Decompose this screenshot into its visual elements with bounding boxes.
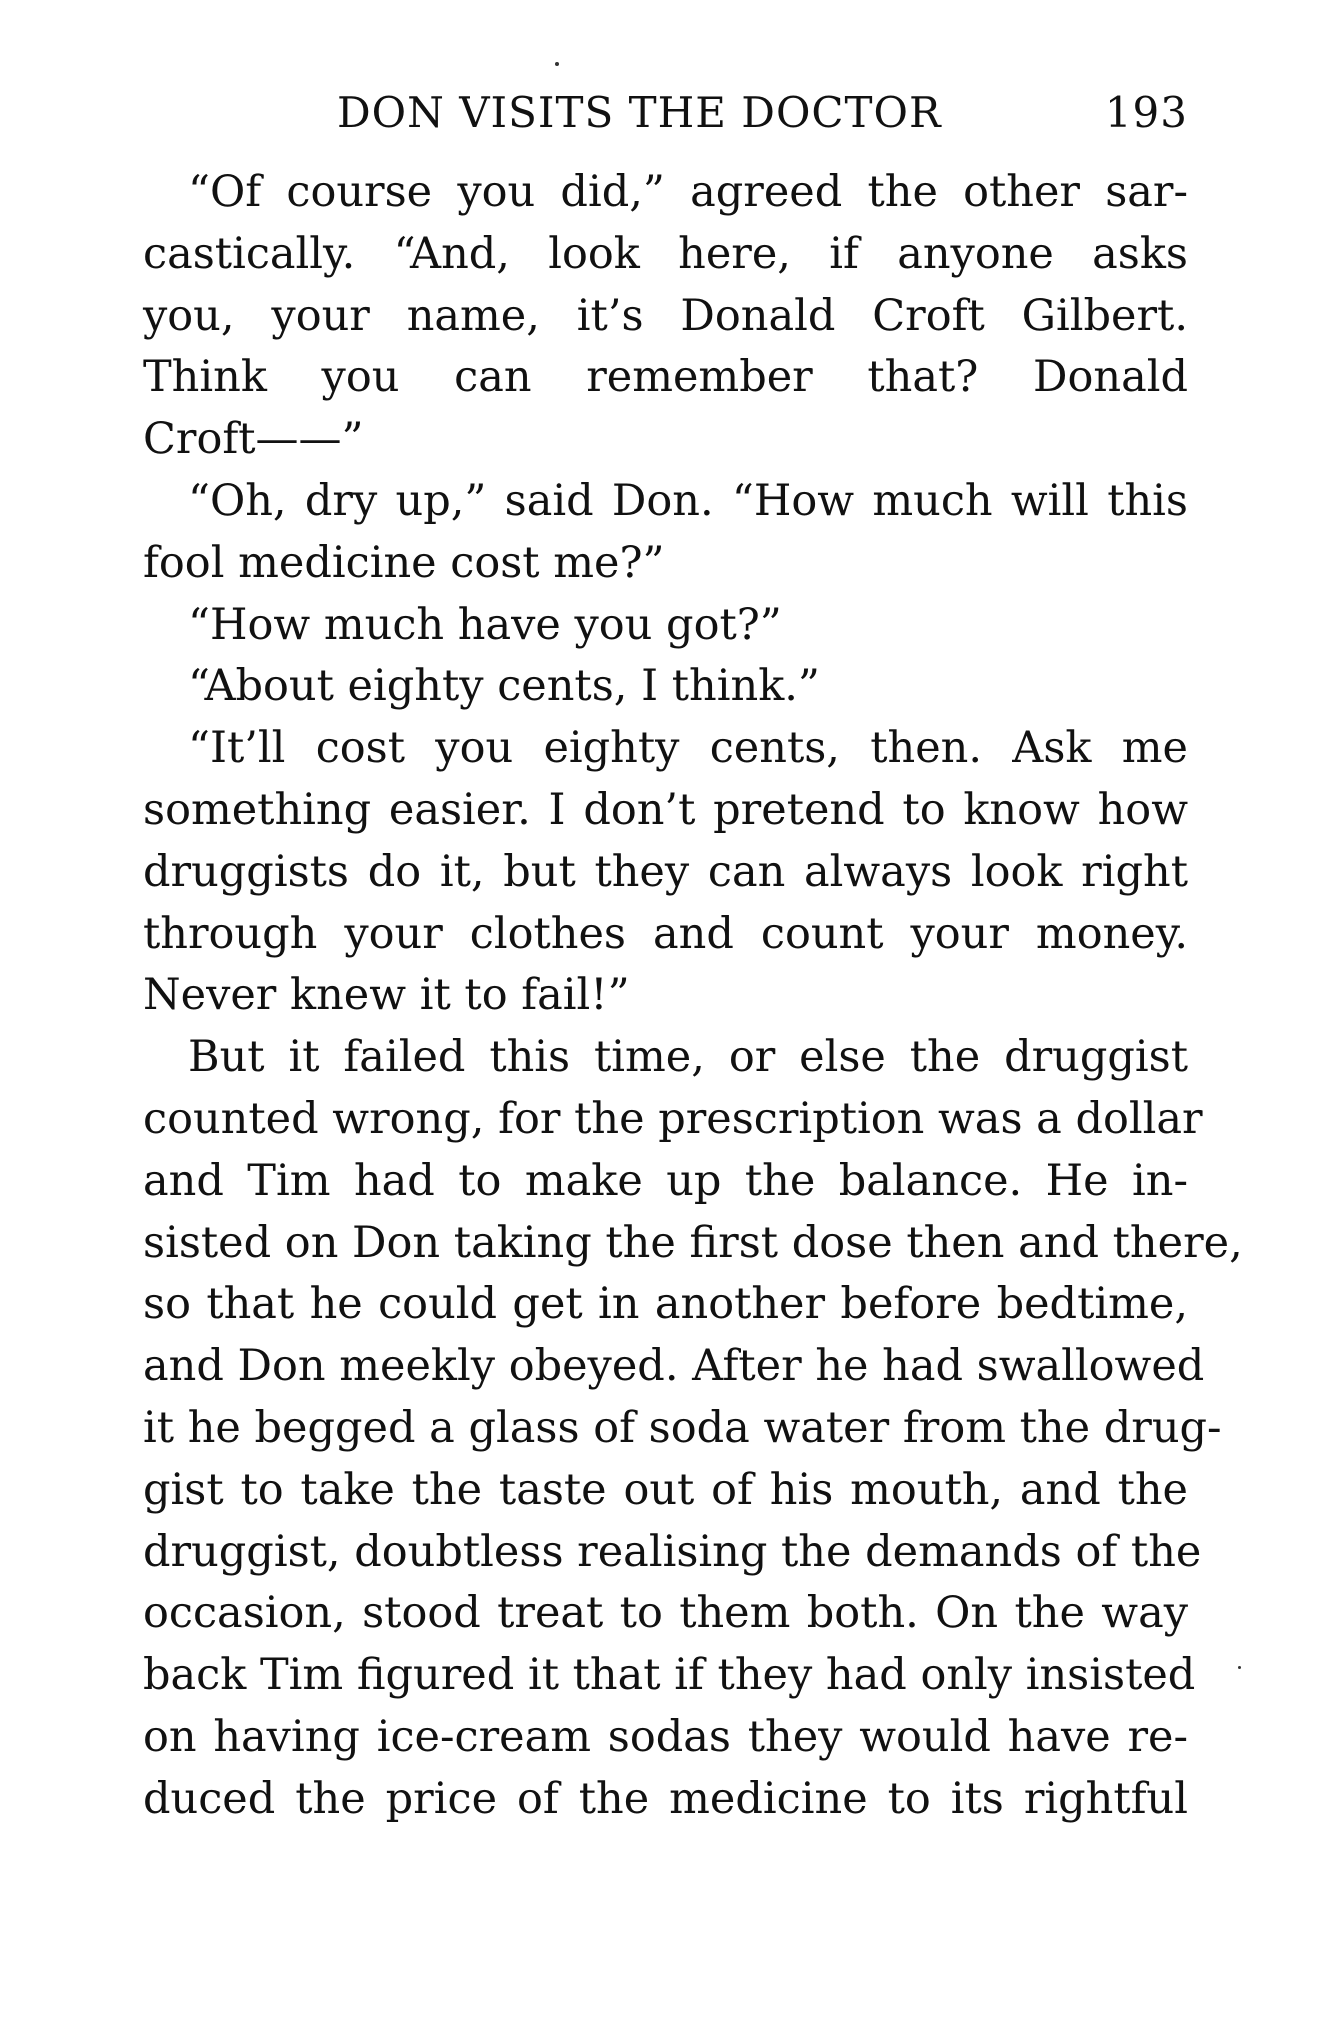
text-line: Never knew it to fail!” <box>143 970 630 1021</box>
book-page <box>143 88 1243 1831</box>
running-header <box>143 88 1188 148</box>
text-line: “It’ll cost you eighty cents, then. Ask me <box>188 723 1188 774</box>
text-line: Think you can remember that? Donald <box>143 352 1188 403</box>
text-line: “How much have you got?” <box>188 599 782 650</box>
text-line: you, your name, it’s Donald Croft Gilbert. <box>143 290 1188 341</box>
text-line: and Don meekly obeyed. After he had swallowed <box>143 1341 1205 1392</box>
body-text <box>143 162 1243 1831</box>
text-line: something easier. I don’t pretend to know how <box>143 784 1188 835</box>
scan-speck <box>1238 1666 1241 1669</box>
text-line: counted wrong, for the prescription was a dollar <box>143 1093 1203 1144</box>
page-number: 193 <box>1104 88 1188 137</box>
text-line: and Tim had to make up the balance. He in- <box>143 1155 1188 1206</box>
text-line: through your clothes and count your money. <box>143 908 1188 959</box>
text-line: “About eighty cents, I think.” <box>188 661 820 712</box>
text-line: back Tim figured it that if they had only insisted <box>143 1650 1196 1701</box>
text-line: so that he could get in another before bedtime, <box>143 1279 1188 1330</box>
text-line: Croft——” <box>143 414 364 465</box>
scan-speck <box>555 62 559 66</box>
text-line: But it failed this time, or else the druggist <box>188 1032 1188 1083</box>
text-line: druggist, doubtless realising the demands of the <box>143 1526 1202 1577</box>
text-line: “Of course you did,” agreed the other sar- <box>188 167 1188 217</box>
text-line: it he begged a glass of soda water from the drug- <box>143 1402 1222 1453</box>
text-line: gist to take the taste out of his mouth, and the <box>143 1464 1188 1515</box>
text-line: occasion, stood treat to them both. On the way <box>143 1588 1188 1639</box>
text-line: sisted on Don taking the first dose then and there, <box>143 1217 1243 1268</box>
text-line: druggists do it, but they can always look right <box>143 846 1188 897</box>
chapter-title: DON VISITS THE DOCTOR <box>337 88 942 137</box>
text-line: castically. “And, look here, if anyone asks <box>143 228 1188 279</box>
text-line: on having ice-cream sodas they would have re- <box>143 1711 1188 1762</box>
text-line: “Oh, dry up,” said Don. “How much will this <box>188 475 1188 526</box>
text-line: duced the price of the medicine to its rightful <box>143 1773 1188 1824</box>
text-line: fool medicine cost me?” <box>143 537 665 588</box>
